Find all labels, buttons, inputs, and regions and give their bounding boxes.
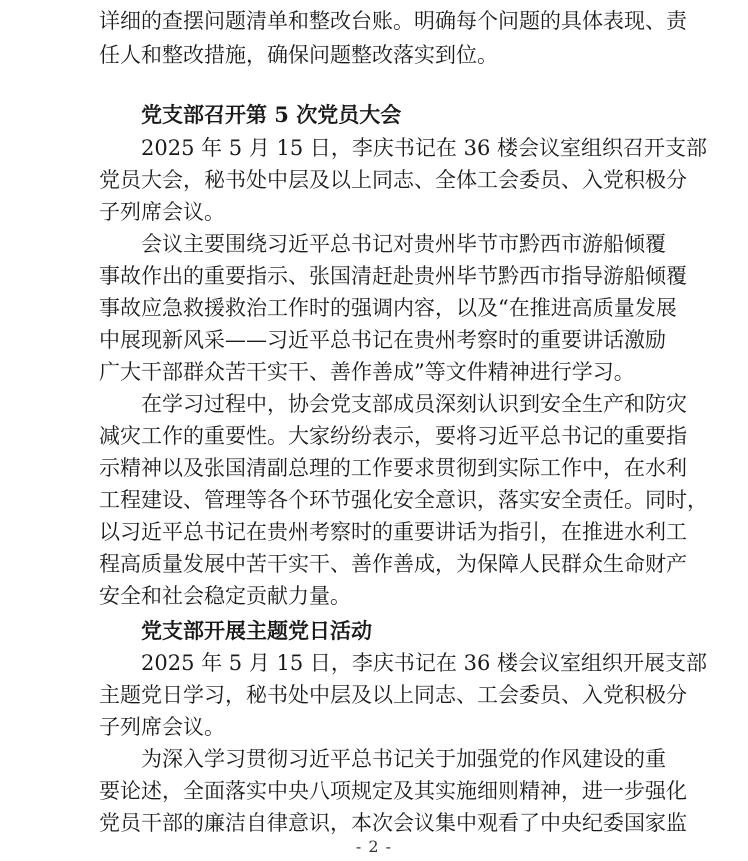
- text-line: 程高质量发展中苦干实干、善作善成，为保障人民群众生命财产: [99, 552, 687, 576]
- text-line: 以习近平总书记在贵州考察时的重要讲话为指引，在推进水利工: [99, 520, 687, 544]
- text-line: 安全和社会稳定贡献力量。: [99, 584, 351, 608]
- text-line: 事故应急救援救治工作时的强调内容，以及“在推进高质量发展: [99, 296, 677, 320]
- text-line: 2025 年 5 月 15 日，李庆书记在 36 楼会议室组织召开支部: [141, 136, 707, 160]
- text-line: 在学习过程中，协会党支部成员深刻认识到安全生产和防灾: [141, 392, 687, 416]
- text-line: 事故作出的重要指示、张国清赶赴贵州毕节黔西市指导游船倾覆: [99, 264, 687, 288]
- section-heading: 党支部召开第 5 次党员大会: [141, 102, 402, 127]
- text-line: 子列席会议。: [99, 715, 225, 739]
- text-line: 广大干部群众苦干实干、善作善成”等文件精神进行学习。: [99, 360, 635, 384]
- text-line: 要论述，全面落实中央八项规定及其实施细则精神，进一步强化: [99, 779, 687, 803]
- text-line: 子列席会议。: [99, 200, 225, 224]
- text-line: 中展现新风采——习近平总书记在贵州考察时的重要讲话激励: [99, 328, 666, 352]
- text-line: 详细的查摆问题清单和整改台账。明确每个问题的具体表现、责: [99, 9, 687, 33]
- page-number: - 2 -: [355, 837, 393, 856]
- text-line: 工程建设、管理等各个环节强化安全意识，落实安全责任。同时，: [99, 488, 708, 512]
- text-line: 减灾工作的重要性。大家纷纷表示，要将习近平总书记的重要指: [99, 424, 687, 448]
- text-line: 党员干部的廉洁自律意识，本次会议集中观看了中央纪委国家监: [99, 811, 687, 835]
- text-line: 主题党日学习，秘书处中层及以上同志、工会委员、入党积极分: [99, 683, 687, 707]
- text-line: 党员大会，秘书处中层及以上同志、全体工会委员、入党积极分: [99, 168, 687, 192]
- text-line: 示精神以及张国清副总理的工作要求贯彻到实际工作中，在水利: [99, 456, 687, 480]
- text-line: 2025 年 5 月 15 日，李庆书记在 36 楼会议室组织开展支部: [141, 651, 707, 675]
- text-line: 任人和整改措施，确保问题整改落实到位。: [99, 43, 498, 67]
- section-heading: 党支部开展主题党日活动: [141, 618, 372, 643]
- text-line: 会议主要围绕习近平总书记对贵州毕节市黔西市游船倾覆: [141, 232, 666, 256]
- text-line: 为深入学习贯彻习近平总书记关于加强党的作风建设的重: [141, 747, 666, 771]
